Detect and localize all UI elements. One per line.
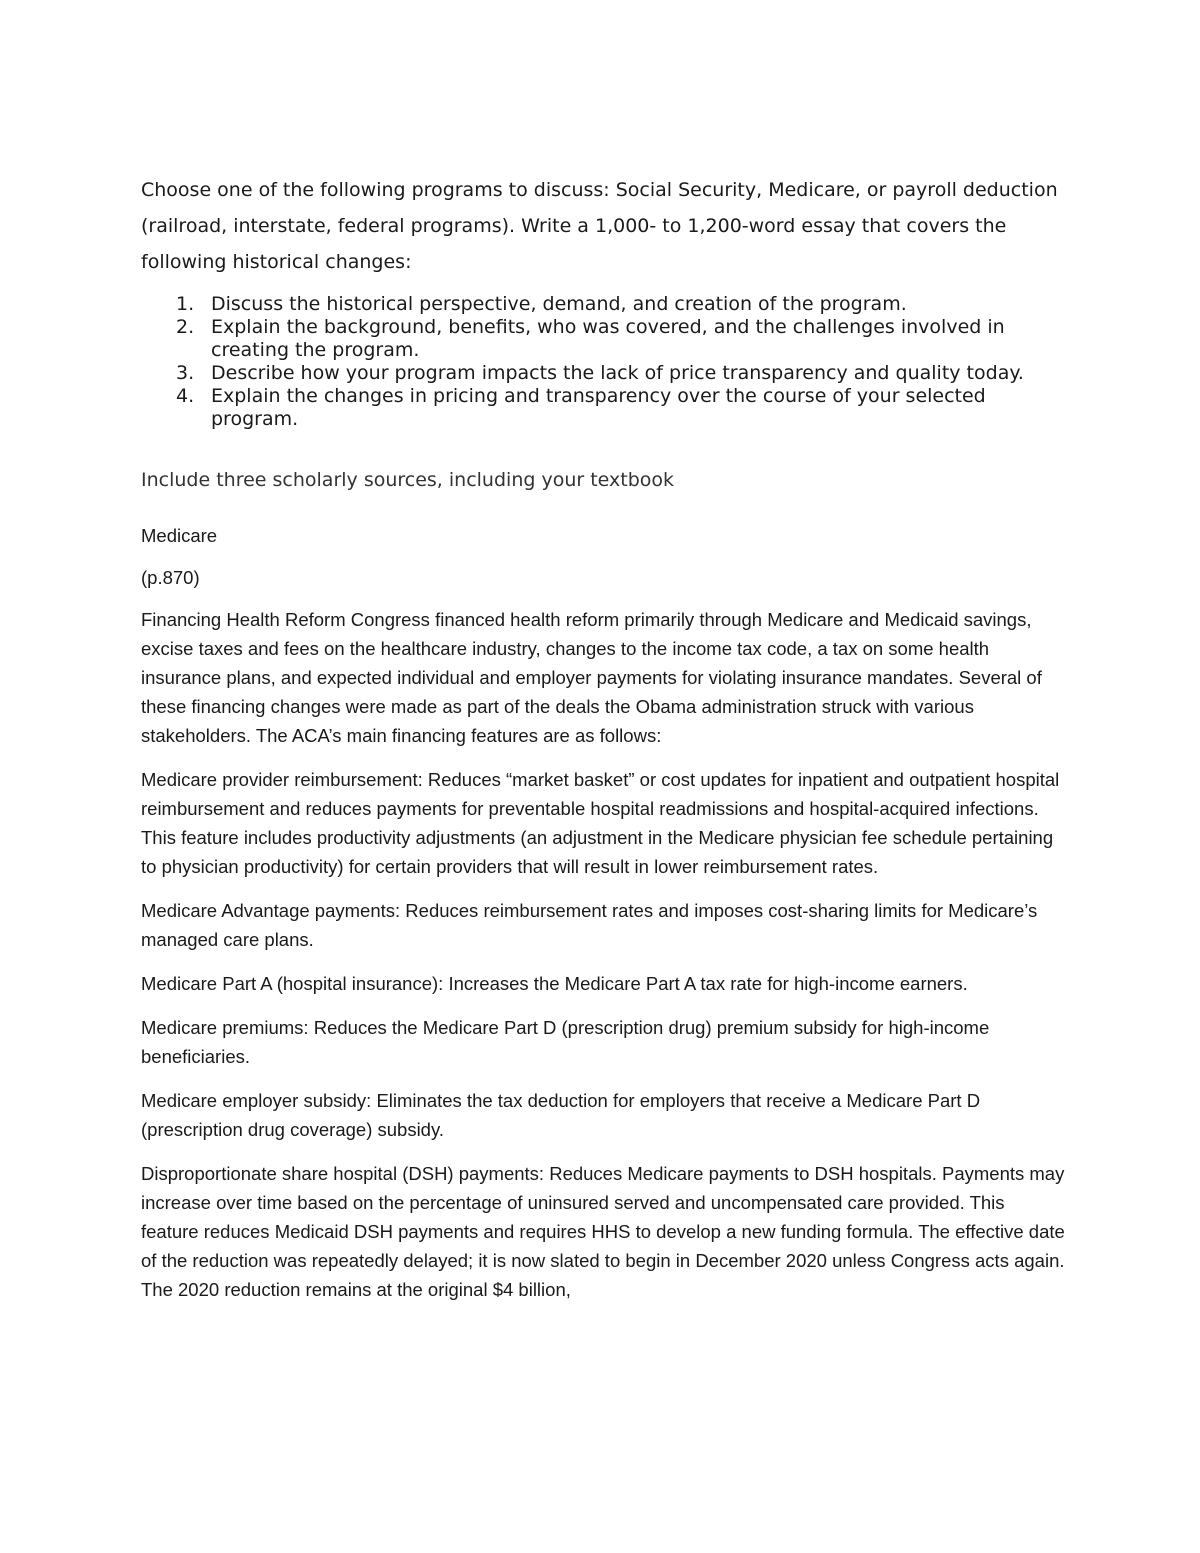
paragraph: Medicare premiums: Reduces the Medicare Part D (prescription drug) premium subsidy for high-income beneficiaries. bbox=[141, 1017, 990, 1067]
list-item bbox=[141, 293, 1066, 316]
paragraph: Medicare Part A (hospital insurance): Increases the Medicare Part A tax rate for high-income earners. bbox=[141, 973, 968, 994]
paragraph: Disproportionate share hospital (DSH) payments: Reduces Medicare payments to DSH hospitals. Payments may increase over time based on the percentage of uninsured served and uncompensated care provided. This feature reduces Medicaid DSH payments and requires HHS to develop a new funding formula. The effective date of the reduction was repeatedly delayed; it is now slated to begin in December 2020 unless Congress acts again. The 2020 reduction remains at the original $4 billion, bbox=[141, 1163, 1065, 1300]
list-item-number: 1. bbox=[176, 293, 195, 315]
paragraph: Financing Health Reform Congress financed health reform primarily through Medicare and Medicaid savings, excise taxes and fees on the healthcare industry, changes to the income tax code, a tax on some health insurance plans, and expected individual and employer payments for violating insurance mandates. Several of these financing changes were made as part of the deals the Obama administration struck with various stakeholders. The ACA’s main financing features are as follows: bbox=[141, 609, 1042, 746]
sources-note: Include three scholarly sources, including your textbook bbox=[141, 469, 675, 491]
list-item bbox=[141, 385, 1066, 431]
paragraph: Medicare Advantage payments: Reduces reimbursement rates and imposes cost-sharing limits for Medicare’s managed care plans. bbox=[141, 900, 1038, 950]
list-item bbox=[141, 316, 1066, 362]
paragraph: Medicare provider reimbursement: Reduces “market basket” or cost updates for inpatient and outpatient hospital reimbursement and reduces payments for preventable hospital readmissions and hospital-acquired infections. This feature includes productivity adjustments (an adjustment in the Medicare physician fee schedule pertaining to physician productivity) for certain providers that will result in lower reimbursement rates. bbox=[141, 769, 1060, 877]
list-item-text: Explain the background, benefits, who was covered, and the challenges involved in creating the program. bbox=[211, 316, 1005, 361]
list-item bbox=[141, 362, 1066, 385]
paragraph: Medicare employer subsidy: Eliminates the tax deduction for employers that receive a Medicare Part D (prescription drug coverage) subsidy. bbox=[141, 1090, 981, 1140]
assignment-intro: Choose one of the following programs to discuss: Social Security, Medicare, or payroll deduction (railroad, interstate, federal programs). Write a 1,000- to 1,200-word essay that covers the following historical changes: bbox=[141, 179, 1058, 273]
list-item-number: 3. bbox=[176, 362, 195, 384]
section-heading: Medicare bbox=[141, 525, 218, 546]
page-reference: (p.870) bbox=[141, 567, 200, 588]
list-item-text: Describe how your program impacts the lack of price transparency and quality today. bbox=[211, 362, 1024, 384]
document-page bbox=[141, 172, 1066, 1304]
list-item-text: Explain the changes in pricing and transparency over the course of your selected program. bbox=[211, 385, 986, 430]
task-list bbox=[141, 293, 1066, 431]
list-item-number: 2. bbox=[176, 316, 195, 338]
list-item-text: Discuss the historical perspective, demand, and creation of the program. bbox=[211, 293, 907, 315]
list-item-number: 4. bbox=[176, 385, 195, 407]
